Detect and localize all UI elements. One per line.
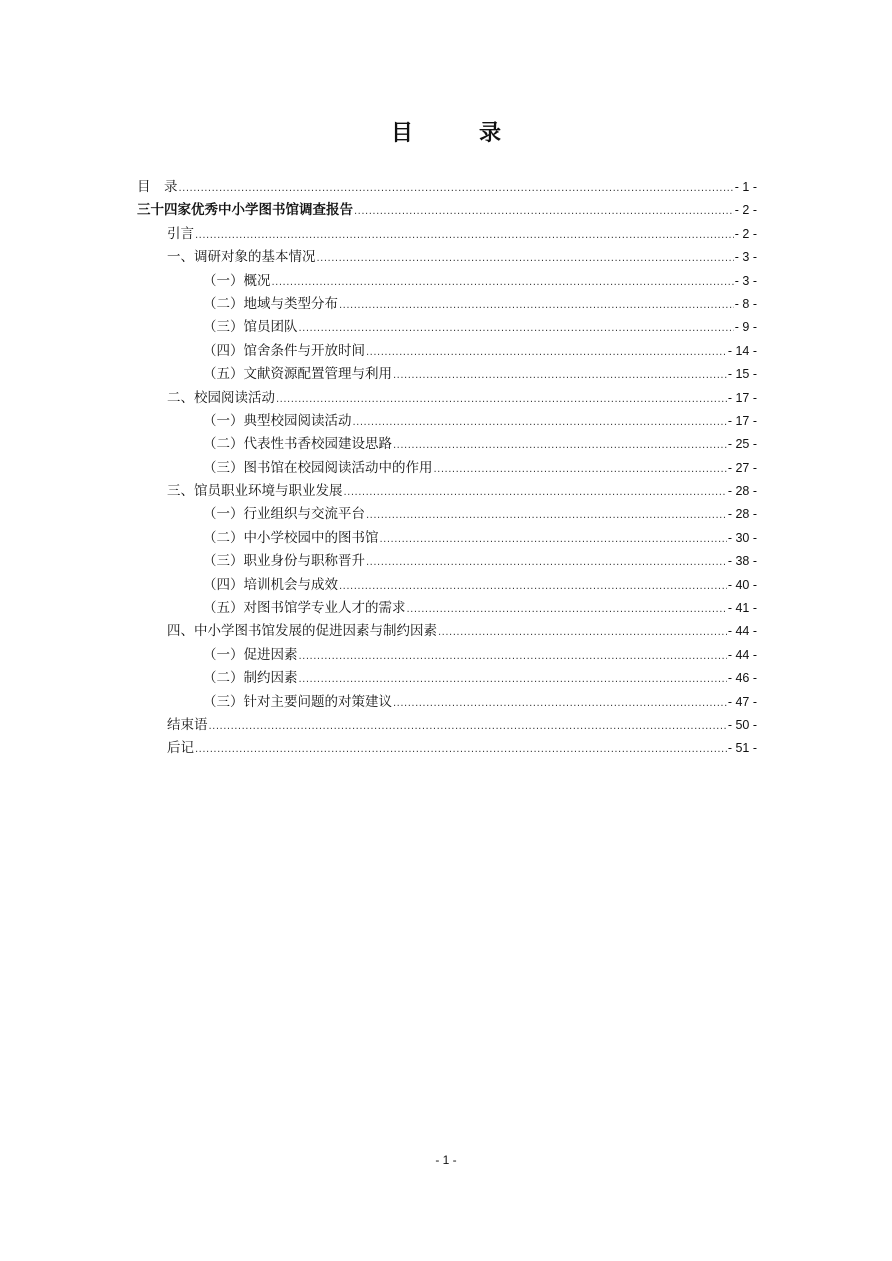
toc-entry[interactable]	[137, 223, 757, 246]
toc-entry-label: （三）馆员团队	[203, 319, 298, 336]
toc-dot-leader	[299, 668, 727, 691]
toc-entry-page-number: - 2 -	[734, 226, 757, 241]
toc-dot-leader	[276, 388, 727, 411]
toc-entry-page-number: - 25 -	[727, 437, 757, 452]
toc-entry-label: （三）图书馆在校园阅读活动中的作用	[203, 459, 433, 476]
toc-entry-page-number: - 44 -	[727, 647, 757, 662]
toc-entry[interactable]	[137, 293, 757, 316]
toc-entry[interactable]	[137, 363, 757, 386]
toc-entry[interactable]	[137, 644, 757, 667]
toc-entry-page-number: - 1 -	[734, 180, 757, 194]
toc-entry-label: 四、中小学图书馆发展的促进因素与制约因素	[167, 623, 437, 640]
table-of-contents	[137, 176, 757, 761]
toc-dot-leader	[393, 364, 727, 387]
page-number: - 1 -	[435, 1153, 457, 1167]
toc-entry-label: （一）促进因素	[203, 646, 298, 663]
toc-entry-page-number: - 30 -	[727, 530, 757, 545]
toc-entry-page-number: - 28 -	[727, 507, 757, 522]
toc-entry-label: 后记	[167, 740, 194, 757]
toc-entry-page-number: - 8 -	[734, 296, 757, 311]
toc-entry[interactable]	[137, 714, 757, 737]
toc-entry[interactable]	[137, 737, 757, 760]
toc-entry-page-number: - 14 -	[727, 343, 757, 358]
toc-entry-page-number: - 2 -	[734, 203, 757, 218]
toc-dot-leader	[299, 317, 734, 340]
toc-entry-label: （二）中小学校园中的图书馆	[203, 529, 379, 546]
toc-dot-leader	[353, 411, 727, 434]
toc-dot-leader	[339, 294, 734, 317]
toc-entry-page-number: - 3 -	[734, 273, 757, 288]
toc-dot-leader	[366, 341, 727, 364]
toc-entry-label: （四）馆舍条件与开放时间	[203, 342, 365, 359]
toc-entry-label: （五）文献资源配置管理与利用	[203, 366, 392, 383]
toc-dot-leader	[407, 598, 727, 621]
toc-entry-label: 结束语	[167, 716, 208, 733]
toc-entry[interactable]	[137, 246, 757, 269]
toc-entry[interactable]	[137, 433, 757, 456]
toc-entry[interactable]	[137, 340, 757, 363]
toc-entry-label: （二）代表性书香校园建设思路	[203, 436, 392, 453]
toc-entry-label: （一）行业组织与交流平台	[203, 506, 365, 523]
toc-entry-page-number: - 3 -	[734, 250, 757, 265]
toc-entry[interactable]	[137, 503, 757, 526]
toc-entry[interactable]	[137, 620, 757, 643]
toc-entry-page-number: - 41 -	[727, 601, 757, 616]
toc-dot-leader	[438, 621, 727, 644]
toc-dot-leader	[380, 528, 727, 551]
toc-entry[interactable]	[137, 574, 757, 597]
toc-dot-leader	[354, 200, 734, 223]
toc-dot-leader	[179, 177, 734, 200]
toc-entry-page-number: - 15 -	[727, 367, 757, 382]
toc-entry[interactable]	[137, 410, 757, 433]
toc-dot-leader	[344, 481, 727, 504]
toc-entry[interactable]	[137, 480, 757, 503]
toc-entry-label: （三）职业身份与职称晋升	[203, 553, 365, 570]
toc-entry-label: 目 录	[137, 179, 178, 195]
toc-dot-leader	[195, 738, 727, 761]
toc-entry-page-number: - 44 -	[727, 624, 757, 639]
toc-entry-page-number: - 28 -	[727, 484, 757, 499]
toc-entry-label: （二）地域与类型分布	[203, 295, 338, 312]
toc-entry-label: （一）概况	[203, 272, 271, 289]
toc-dot-leader	[272, 271, 734, 294]
toc-entry-page-number: - 38 -	[727, 554, 757, 569]
toc-entry[interactable]	[137, 199, 757, 222]
toc-entry-page-number: - 50 -	[727, 717, 757, 732]
toc-dot-leader	[434, 458, 727, 481]
toc-dot-leader	[209, 715, 727, 738]
toc-dot-leader	[195, 224, 734, 247]
toc-dot-leader	[317, 247, 734, 270]
page-title: 目 录	[390, 121, 523, 146]
toc-entry[interactable]	[137, 387, 757, 410]
toc-entry[interactable]	[137, 176, 757, 199]
toc-dot-leader	[393, 434, 727, 457]
toc-entry-label: （三）针对主要问题的对策建议	[203, 693, 392, 710]
toc-entry-label: 三十四家优秀中小学图书馆调查报告	[137, 202, 353, 219]
toc-entry[interactable]	[137, 527, 757, 550]
toc-entry-page-number: - 9 -	[734, 320, 757, 335]
toc-entry-label: （四）培训机会与成效	[203, 576, 338, 593]
toc-entry-label: （一）典型校园阅读活动	[203, 412, 352, 429]
toc-dot-leader	[366, 504, 727, 527]
toc-entry-label: （五）对图书馆学专业人才的需求	[203, 600, 406, 617]
toc-entry-page-number: - 51 -	[727, 741, 757, 756]
toc-entry-label: 三、馆员职业环境与职业发展	[167, 483, 343, 500]
toc-entry-page-number: - 40 -	[727, 577, 757, 592]
toc-entry[interactable]	[137, 691, 757, 714]
toc-entry-page-number: - 47 -	[727, 694, 757, 709]
toc-entry-label: 一、调研对象的基本情况	[167, 249, 316, 266]
toc-entry[interactable]	[137, 270, 757, 293]
toc-entry[interactable]	[137, 667, 757, 690]
toc-entry-label: （二）制约因素	[203, 670, 298, 687]
toc-entry-page-number: - 17 -	[727, 413, 757, 428]
toc-entry[interactable]	[137, 457, 757, 480]
toc-entry-page-number: - 46 -	[727, 671, 757, 686]
toc-dot-leader	[299, 645, 727, 668]
toc-dot-leader	[339, 575, 727, 598]
toc-entry[interactable]	[137, 597, 757, 620]
toc-dot-leader	[366, 551, 727, 574]
toc-entry-label: 引言	[167, 225, 194, 242]
toc-entry-page-number: - 27 -	[727, 460, 757, 475]
toc-entry-label: 二、校园阅读活动	[167, 389, 275, 406]
toc-dot-leader	[393, 692, 727, 715]
toc-entry[interactable]	[137, 316, 757, 339]
toc-entry-page-number: - 17 -	[727, 390, 757, 405]
toc-entry[interactable]	[137, 550, 757, 573]
